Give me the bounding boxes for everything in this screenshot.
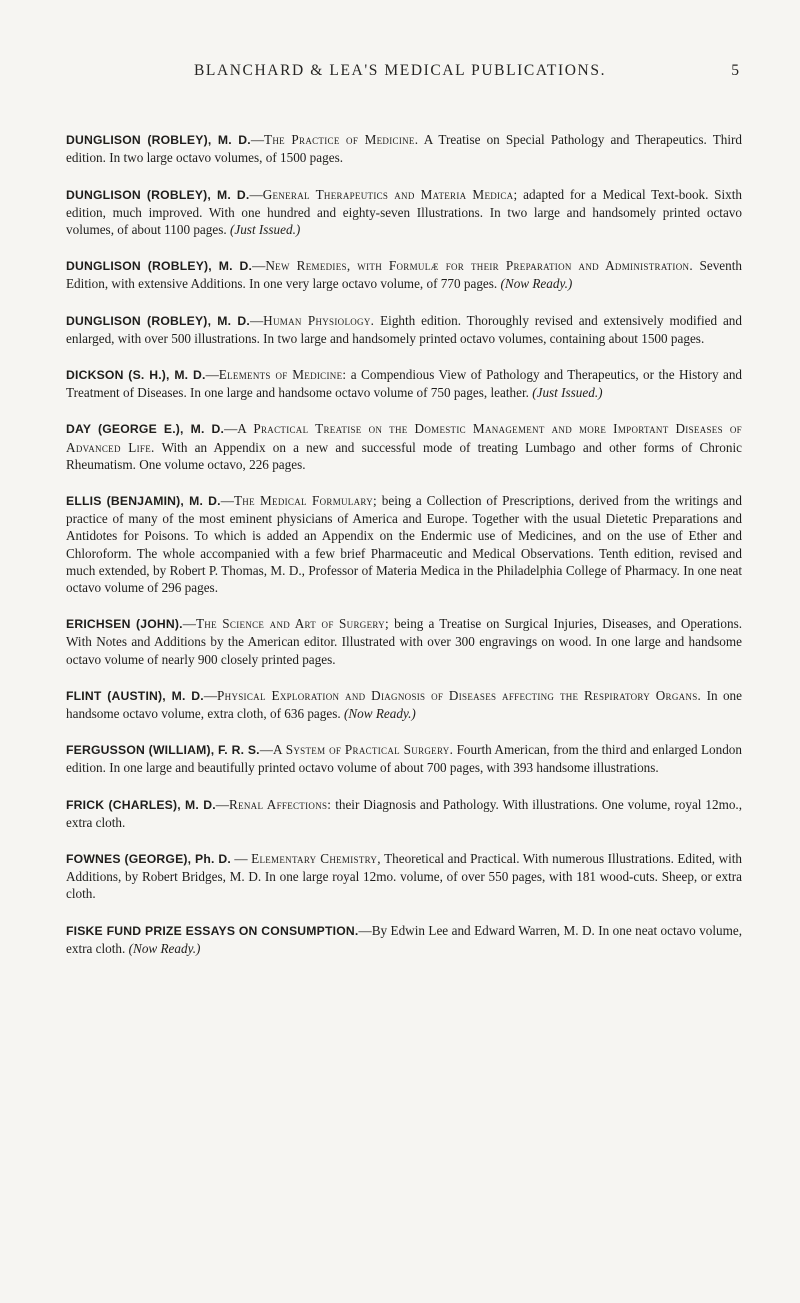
entry-fergusson-surgery: FERGUSSON (WILLIAM), F. R. S.—A System of Practical Surgery. Fourth American, from the third and enlarged London edition. In one large and beautifully printed octavo volume of about 700 pages, with 393 handsome illustrations. xyxy=(66,742,742,776)
entry-body: Eighth edition. Thoroughly revised and extensively modified and enlarged, with over 500 illustrations. In two large and handsomely printed octavo volumes, containing about 1500 pages. xyxy=(66,312,742,346)
entry-author: DICKSON (S. H.), M. D. xyxy=(66,368,206,383)
entry-author: DUNGLISON (ROBLEY), M. D. xyxy=(66,133,251,148)
entry-body: Seventh Edition, with extensive Additions. In one very large octavo volume, of 770 pages. xyxy=(66,258,743,292)
running-head xyxy=(0,62,800,84)
entry-title: The Practice of Medicine. xyxy=(264,132,419,148)
entry-body: being a Treatise on Surgical Injuries, Diseases, and Operations. With Notes and Additions by the American editor. Illustrated with over 300 engravings on wood. In one large and handsome octavo volume of nearly 900 closely printed pages. xyxy=(66,616,743,667)
entry-body: In one handsome octavo volume, extra cloth, of 636 pages. xyxy=(66,687,742,722)
entry-flint-exploration: FLINT (AUSTIN), M. D.—Physical Exploration and Diagnosis of Diseases affecting the Respiratory Organs. In one handsome octavo volume, extra cloth, of 636 pages. (Now Ready.) xyxy=(66,687,742,722)
entry-day-treatise: DAY (GEORGE E.), M. D.—A Practical Treatise on the Domestic Management and more Important Diseases of Advanced Life. With an Appendix on a new and successful mode of treating Lumbago and other forms of Chronic Rheumatism. One volume octavo, 226 pages. xyxy=(66,421,742,472)
entry-ellis-formulary: ELLIS (BENJAMIN), M. D.—The Medical Formulary; being a Collection of Prescriptions, derived from the writings and practice of many of the most eminent physicians of America and Europe. Together with the usual Dietetic Preparations and Antidotes for Poisons. To which is added an Appendix on the Endermic use of Medicines, and on the use of Ether and Chloroform. The whole accompanied with a few brief Pharmaceutic and Medical Observations. Tenth edition, revised and much extended, by Robert P. Thomas, M. D., Professor of Materia Medica in the Philadelphia College of Pharmacy. In one neat octavo volume of 296 pages. xyxy=(66,493,742,596)
entry-title: Renal Affections: xyxy=(228,796,332,812)
entry-fownes-chemistry: FOWNES (GEORGE), Ph. D. — Elementary Chemistry, Theoretical and Practical. With numerous Illustrations. Edited, with Additions, by Robert Bridges, M. D. In one large royal 12mo. volume, of over 550 pages, with 181 wood-cuts. Sheep, or extra cloth. xyxy=(66,851,743,902)
entry-erichsen-surgery: ERICHSEN (JOHN).—The Science and Art of Surgery; being a Treatise on Surgical Injuries, Diseases, and Operations. With Notes and Additions by the American editor. Illustrated with over 300 engravings on wood. In one large and handsome octavo volume of nearly 900 closely printed pages. xyxy=(66,616,743,667)
entry-frick-renal: FRICK (CHARLES), M. D.—Renal Affections: their Diagnosis and Pathology. With illustrations. One volume, royal 12mo., extra cloth. xyxy=(66,796,743,830)
entry-dunglison-physiology: DUNGLISON (ROBLEY), M. D.—Human Physiology. Eighth edition. Thoroughly revised and extensively modified and enlarged, with over 500 illustrations. In two large and handsomely printed octavo volumes, containing about 1500 pages. xyxy=(66,312,742,346)
entry-author: ERICHSEN (JOHN). xyxy=(66,617,183,632)
entry-dickson-elements: DICKSON (S. H.), M. D.—Elements of Medicine: a Compendious View of Pathology and Therapeutics, or the History and Treatment of Diseases. In one large and handsome octavo volume of 750 pages, leather. (Just Issued.) xyxy=(66,367,743,401)
entry-list xyxy=(66,118,742,976)
entry-author: DUNGLISON (ROBLEY), M. D. xyxy=(66,313,250,328)
entry-author: ELLIS (BENJAMIN), M. D. xyxy=(66,494,221,509)
entry-title: A System of Practical Surgery. xyxy=(272,742,454,758)
entry-body: a Compendious View of Pathology and Therapeutics, or the History and Treatment of Diseases. In one large and handsome octavo volume of 750 pages, leather. xyxy=(66,367,743,401)
entry-author: FRICK (CHARLES), M. D. xyxy=(66,797,216,812)
entry-note: (Now Ready.) xyxy=(128,940,201,956)
entry-note: (Just Issued.) xyxy=(229,222,301,237)
entry-dunglison-therapeutics: DUNGLISON (ROBLEY), M. D.—General Therapeutics and Materia Medica; adapted for a Medical Text-book. Sixth edition, much improved. With one hundred and eighty-seven Illustrations. In two large and handsomely printed octavo volumes, of about 1100 pages. (Just Issued.) xyxy=(66,186,742,237)
entry-title: Elements of Medicine: xyxy=(218,367,347,383)
running-title: BLANCHARD & LEA'S MEDICAL PUBLICATIONS. xyxy=(193,62,607,79)
entry-title: Physical Exploration and Diagnosis of Diseases affecting the Respiratory Organs. xyxy=(217,687,702,703)
entry-author: FLINT (AUSTIN), M. D. xyxy=(66,688,204,703)
entry-body: being a Collection of Prescriptions, derived from the writings and practice of many of the most eminent physicians of America and Europe. Together with the usual Dietetic Preparations and Antidotes for Poisons. To which is added an Appendix on the Endermic use of Medicines, and on the use of Ether and Chloroform. The whole accompanied with a few brief Pharmaceutic and Medical Observations. Tenth edition, revised and much extended, by Robert P. Thomas, M. D., Professor of Materia Medica in the Philadelphia College of Pharmacy. In one neat octavo volume of 296 pages. xyxy=(66,493,742,596)
entry-note: (Now Ready.) xyxy=(500,276,573,292)
entry-author: FOWNES (GEORGE), Ph. D. xyxy=(66,852,231,867)
entry-dunglison-remedies: DUNGLISON (ROBLEY), M. D.—New Remedies, with Formulæ for their Preparation and Administration. Seventh Edition, with extensive Additions. In one very large octavo volume, of 770 pages. (Now Ready.) xyxy=(66,258,743,292)
entry-body: Theoretical and Practical. With numerous Illustrations. Edited, with Additions, by Robert Bridges, M. D. In one large royal 12mo. volume, of over 550 pages, with 181 wood-cuts. Sheep, or extra cloth. xyxy=(66,851,743,902)
entry-body: their Diagnosis and Pathology. With illustrations. One volume, royal 12mo., extra cloth. xyxy=(66,796,743,830)
entry-note: (Just Issued.) xyxy=(532,385,603,401)
entry-author: DUNGLISON (ROBLEY), M. D. xyxy=(66,259,253,274)
entry-body: By Edwin Lee and Edward Warren, M. D. In one neat octavo volume, extra cloth. xyxy=(66,922,742,956)
entry-author: FISKE FUND PRIZE ESSAYS ON CONSUMPTION. xyxy=(66,923,359,938)
entry-body: Fourth American, from the third and enlarged London edition. In one large and beautifully printed octavo volume of about 700 pages, with 393 handsome illustrations. xyxy=(66,742,742,776)
entry-author: DUNGLISON (ROBLEY), M. D. xyxy=(66,187,250,202)
entry-title: New Remedies, with Formulæ for their Preparation and Administration. xyxy=(265,258,693,274)
entry-title: Human Physiology. xyxy=(263,312,375,328)
entry-title: A Practical Treatise on the Domestic Management and more Important Diseases of Advanced Life. xyxy=(66,421,742,455)
page-number: 5 xyxy=(731,62,739,79)
entry-title: The Science and Art of Surgery; xyxy=(195,616,389,632)
entry-dunglison-practice: DUNGLISON (ROBLEY), M. D.—The Practice of Medicine. A Treatise on Special Pathology and Therapeutics. Third edition. In two large octavo volumes, of 1500 pages. xyxy=(66,132,742,166)
entry-note: (Now Ready.) xyxy=(343,706,416,722)
entry-body: With an Appendix on a new and successful mode of treating Lumbago and other forms of Chronic Rheumatism. One volume octavo, 226 pages. xyxy=(66,439,742,472)
entry-body: A Treatise on Special Pathology and Therapeutics. Third edition. In two large octavo volumes, of 1500 pages. xyxy=(66,132,742,166)
entry-title: General Therapeutics and Materia Medica; xyxy=(262,186,518,202)
entry-title: Elementary Chemistry, xyxy=(251,851,381,867)
entry-author: FERGUSSON (WILLIAM), F. R. S. xyxy=(66,743,260,758)
entry-fiske-essays: FISKE FUND PRIZE ESSAYS ON CONSUMPTION.—By Edwin Lee and Edward Warren, M. D. In one neat octavo volume, extra cloth. (Now Ready.) xyxy=(66,922,742,956)
entry-author: DAY (GEORGE E.), M. D. xyxy=(66,422,225,437)
entry-title: The Medical Formulary; xyxy=(233,493,377,509)
entry-body: adapted for a Medical Text-book. Sixth edition, much improved. With one hundred and eighty-seven Illustrations. In two large and handsomely printed octavo volumes, of about 1100 pages. xyxy=(66,186,742,237)
